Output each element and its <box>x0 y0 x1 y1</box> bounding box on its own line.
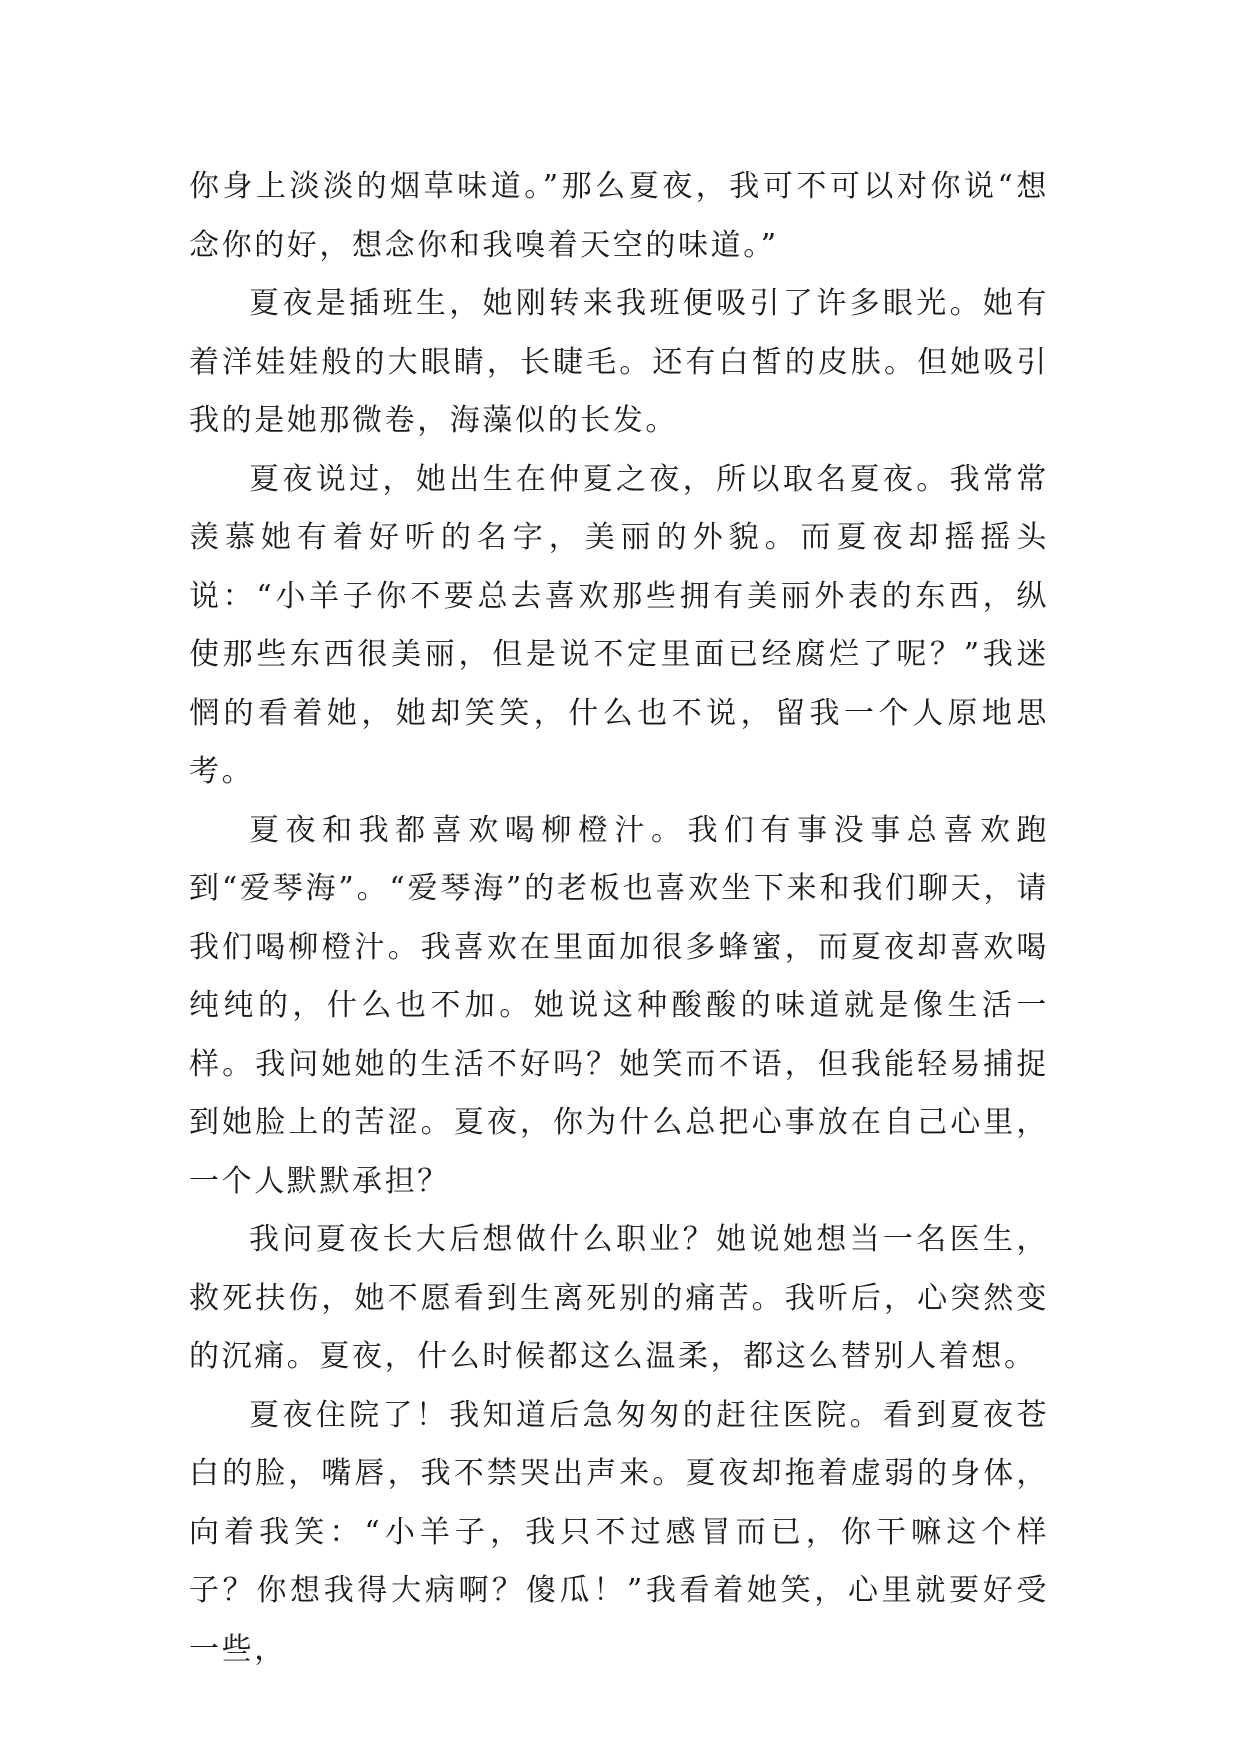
paragraph-4: 夏夜和我都喜欢喝柳橙汁。我们有事没事总喜欢跑到“爱琴海”。“爱琴海”的老板也喜欢坐下来和我们聊天，请我们喝柳橙汁。我喜欢在里面加很多蜂蜜，而夏夜却喜欢喝纯纯的，什么也不加。她说这种酸酸的味道就是像生活一样。我问她她的生活不好吗？她笑而不语，但我能轻易捕捉到她脸上的苦涩。夏夜，你为什么总把心事放在自己心里，一个人默默承担？ <box>189 812 1049 1199</box>
paragraph-2: 夏夜是插班生，她刚转来我班便吸引了许多眼光。她有着洋娃娃般的大眼睛，长睫毛。还有白皙的皮肤。但她吸引我的是她那微卷，海藻似的长发。 <box>189 286 1049 438</box>
paragraph-1: 你身上淡淡的烟草味道。”那么夏夜，我可不可以对你说“想念你的好，想念你和我嗅着天空的味道。” <box>189 169 1049 263</box>
paragraph-6: 夏夜住院了！我知道后急匆匆的赶往医院。看到夏夜苍白的脸，嘴唇，我不禁哭出声来。夏夜却拖着虚弱的身体，向着我笑：“小羊子，我只不过感冒而已，你干嘛这个样子？你想我得大病啊？傻瓜！”我看着她笑，心里就要好受一些， <box>189 1397 1049 1667</box>
document-body <box>189 158 1049 1679</box>
paragraph-5: 我问夏夜长大后想做什么职业？她说她想当一名医生，救死扶伤，她不愿看到生离死别的痛苦。我听后，心突然变的沉痛。夏夜，什么时候都这么温柔，都这么替别人着想。 <box>189 1222 1049 1374</box>
paragraph-3: 夏夜说过，她出生在仲夏之夜，所以取名夏夜。我常常羡慕她有着好听的名字，美丽的外貌。而夏夜却摇摇头说：“小羊子你不要总去喜欢那些拥有美丽外表的东西，纵使那些东西很美丽，但是说不定里面已经腐烂了呢？”我迷惘的看着她，她却笑笑，什么也不说，留我一个人原地思考。 <box>189 461 1049 789</box>
